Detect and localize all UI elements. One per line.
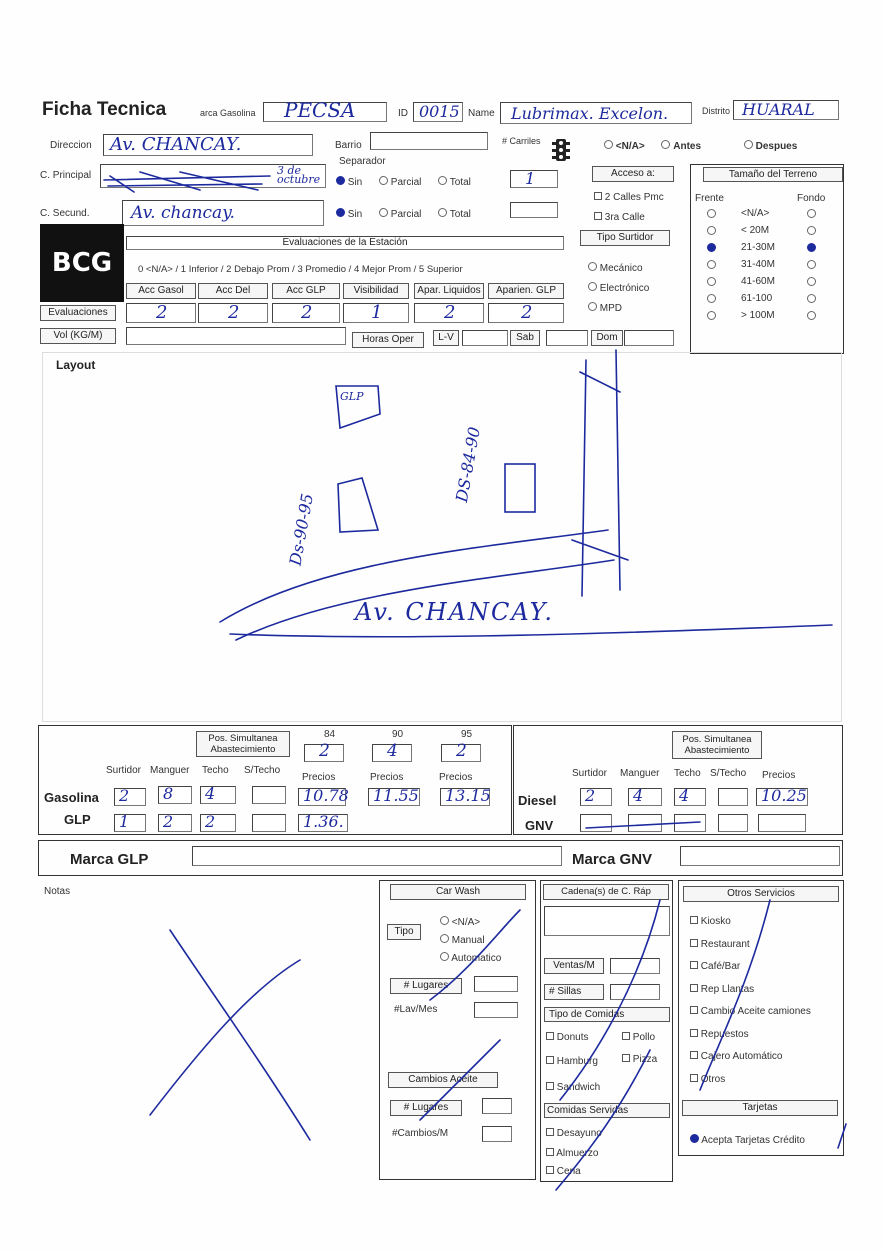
diesel-col-surtidor: Surtidor xyxy=(572,768,608,779)
sillas-field[interactable] xyxy=(610,984,660,1000)
fondo-label: Fondo xyxy=(797,193,826,204)
distrito-field[interactable] xyxy=(733,100,839,120)
col-manguera: Manguer xyxy=(150,765,190,776)
gnv-stecho-field[interactable] xyxy=(718,814,748,832)
hamburg-checkbox[interactable] xyxy=(546,1056,554,1064)
fondo-radio[interactable] xyxy=(807,311,816,320)
tipo-electronico xyxy=(588,282,649,294)
eval-value-field[interactable] xyxy=(272,303,340,323)
sketch-glp: GLP xyxy=(340,390,364,403)
otros-item xyxy=(690,1074,725,1085)
diesel-col-techo: Techo xyxy=(674,768,701,779)
octano-label: 90 xyxy=(392,729,404,740)
glp-techo-value: 2 xyxy=(205,812,216,831)
gnv-techo-field[interactable] xyxy=(674,814,706,832)
mecanico-label: Mecánico xyxy=(599,263,643,274)
pollo-checkbox[interactable] xyxy=(622,1032,630,1040)
glp-precio-value: 1.36. xyxy=(303,812,344,831)
servida-desayuno xyxy=(546,1128,602,1139)
glp-manguera-value: 2 xyxy=(163,812,174,831)
terreno-size-label: 61-100 xyxy=(741,293,773,304)
cw-lugares-button[interactable]: # Lugares xyxy=(390,978,462,994)
diesel-manguera-field[interactable] xyxy=(628,788,662,806)
barrio-label: Barrio xyxy=(335,140,362,151)
cw-lav-mes-label: #Lav/Mes xyxy=(394,1004,438,1015)
otros-title: Otros Servicios xyxy=(683,886,839,902)
diesel-stecho-field[interactable] xyxy=(718,788,748,806)
pizza-checkbox[interactable] xyxy=(622,1054,630,1062)
otros-checkbox[interactable] xyxy=(690,939,698,947)
pollo-label: Pollo xyxy=(632,1032,656,1043)
otros-label: Rep Llantas xyxy=(700,983,755,995)
cw-opt-na xyxy=(440,916,480,928)
eval-value: 2 xyxy=(521,302,533,323)
tarjetas-label: Acepta Tarjetas Crédito xyxy=(701,1135,805,1146)
fondo-radio[interactable] xyxy=(807,260,816,269)
frente-radio[interactable] xyxy=(707,277,716,286)
pos-simultanea-gas: Pos. Simultanea Abastecimiento xyxy=(196,731,290,757)
notas-label: Notas xyxy=(44,886,71,897)
sandwich-checkbox[interactable] xyxy=(546,1082,554,1090)
donuts-label: Donuts xyxy=(556,1032,589,1043)
comidas-servidas-title: Comidas Servidas xyxy=(544,1103,670,1118)
ca-cambios-field[interactable] xyxy=(482,1126,512,1142)
barrio-field[interactable] xyxy=(370,132,488,150)
tipo-mpd xyxy=(588,302,622,314)
frente-radio[interactable] xyxy=(707,226,716,235)
otros-checkbox[interactable] xyxy=(690,1051,698,1059)
sin-radio-1[interactable] xyxy=(336,176,345,185)
comida-pizza xyxy=(622,1054,657,1065)
total-label: Total xyxy=(449,177,471,188)
lv-field[interactable] xyxy=(462,330,508,346)
total-radio-1[interactable] xyxy=(438,176,447,185)
evaluaciones-label: Evaluaciones xyxy=(40,305,116,321)
octano-value: 2 xyxy=(456,741,467,761)
gas-surtidor-field[interactable] xyxy=(114,788,146,806)
gnv-precio-field[interactable] xyxy=(758,814,806,832)
frente-radio[interactable] xyxy=(707,294,716,303)
total-radio-2[interactable] xyxy=(438,208,447,217)
mpd-radio[interactable] xyxy=(588,302,597,311)
servida-almuerzo xyxy=(546,1148,598,1159)
otros-item xyxy=(690,939,750,950)
terreno-size-label: 21-30M xyxy=(741,242,775,253)
otros-item xyxy=(690,961,740,972)
glp-manguera-field[interactable] xyxy=(158,814,192,832)
tarjetas-option xyxy=(690,1134,805,1146)
eval-value: 2 xyxy=(301,302,313,323)
parcial-radio-2[interactable] xyxy=(379,208,388,217)
sin-radio-2[interactable] xyxy=(336,208,345,217)
frente-radio[interactable] xyxy=(707,311,716,320)
otros-label: Restaurant xyxy=(700,938,750,950)
cw-lugares-field[interactable] xyxy=(474,976,518,992)
diesel-col-stecho: S/Techo xyxy=(710,768,747,779)
marca-field[interactable] xyxy=(263,98,387,122)
frente-radio[interactable] xyxy=(707,209,716,218)
dom-field[interactable] xyxy=(624,330,674,346)
c-secund-value: Av. chancay. xyxy=(131,203,235,223)
cena-checkbox[interactable] xyxy=(546,1166,554,1174)
cw-manual-radio[interactable] xyxy=(440,934,449,943)
eval-col-header[interactable]: Acc Del xyxy=(198,283,268,299)
separador-row-2 xyxy=(336,208,471,220)
lv-button[interactable]: L-V xyxy=(433,330,459,346)
octano-label: 95 xyxy=(461,729,473,740)
eval-value-field[interactable] xyxy=(126,303,196,323)
acceso-opt2 xyxy=(594,212,645,223)
otros-item xyxy=(690,1029,749,1040)
otros-checkbox[interactable] xyxy=(690,1006,698,1014)
col-stecho: S/Techo xyxy=(244,765,281,776)
cw-lav-mes-field[interactable] xyxy=(474,1002,518,1018)
terreno-size-label: <N/A> xyxy=(741,208,770,219)
car-wash-title: Car Wash xyxy=(390,884,526,900)
pos-simultanea-diesel: Pos. Simultanea Abastecimiento xyxy=(672,731,762,759)
otros-checkbox[interactable] xyxy=(690,1074,698,1082)
sandwich-label: Sandwich xyxy=(556,1082,601,1093)
gas-surtidor-value: 2 xyxy=(119,786,130,805)
fondo-radio[interactable] xyxy=(807,294,816,303)
gnv-surtidor-field[interactable] xyxy=(580,814,612,832)
gas-techo-field[interactable] xyxy=(200,786,236,804)
timing-row xyxy=(604,140,797,152)
ventas-button[interactable]: Ventas/M xyxy=(544,958,604,974)
gas-precio-84-field[interactable] xyxy=(298,786,349,806)
col-surtidor: Surtidor xyxy=(106,765,142,776)
evaluaciones-scale: 0 <N/A> / 1 Inferior / 2 Debajo Prom / 3 Promedio / 4 Mejor Prom / 5 Superior xyxy=(138,264,463,275)
hamburg-label: Hamburg xyxy=(556,1056,598,1067)
otros-checkbox[interactable] xyxy=(690,916,698,924)
eval-col-header[interactable]: Visibilidad xyxy=(343,283,409,299)
precios-label: Precios xyxy=(370,772,404,783)
bcg-logo: BCG xyxy=(40,224,124,302)
pizza-label: Pizza xyxy=(632,1054,658,1065)
eval-value-field[interactable] xyxy=(343,303,409,323)
terreno-size-label: > 100M xyxy=(741,310,775,321)
comida-sandwich xyxy=(546,1082,600,1093)
dos-calles-checkbox[interactable] xyxy=(594,192,602,200)
octano-field[interactable] xyxy=(372,741,412,762)
c-principal-field[interactable] xyxy=(100,164,326,188)
tipo-surtidor-button[interactable]: Tipo Surtidor xyxy=(580,230,670,246)
diesel-manguera-value: 4 xyxy=(633,786,644,805)
cw-na-radio[interactable] xyxy=(440,916,449,925)
cw-opt-manual xyxy=(440,934,485,946)
tipo-comidas-title: Tipo de Comidas xyxy=(544,1007,670,1022)
direccion-label: Direccion xyxy=(50,140,92,151)
sab-button[interactable]: Sab xyxy=(510,330,540,346)
ca-lugares-button[interactable]: # Lugares xyxy=(390,1100,462,1116)
otros-label: Repuestos xyxy=(700,1028,749,1040)
sketch-street: Av. CHANCAY. xyxy=(355,598,555,626)
gas-precio-84-value: 10.78 xyxy=(303,786,349,805)
c-secund-label: C. Secund. xyxy=(40,208,90,219)
form-title: Ficha Tecnica xyxy=(42,99,167,120)
direccion-value: Av. CHANCAY. xyxy=(110,134,242,155)
octano-field[interactable] xyxy=(441,741,481,762)
fondo-radio[interactable] xyxy=(807,277,816,286)
eval-col-header[interactable]: Apar. Liquidos xyxy=(414,283,484,299)
layout-area xyxy=(42,352,842,722)
marca-label: arca Gasolina xyxy=(200,108,256,118)
otros-item xyxy=(690,1006,811,1017)
dom-button[interactable]: Dom xyxy=(591,330,623,346)
tercera-calle-label: 3ra Calle xyxy=(604,212,645,223)
fondo-radio[interactable] xyxy=(807,243,816,252)
almuerzo-label: Almuerzo xyxy=(556,1148,599,1159)
sab-field[interactable] xyxy=(546,330,588,346)
total-label: Total xyxy=(449,209,471,220)
marca-glp-field[interactable] xyxy=(192,846,562,866)
glp-techo-field[interactable] xyxy=(200,814,236,832)
desayuno-checkbox[interactable] xyxy=(546,1128,554,1136)
traffic-light-icon xyxy=(551,138,571,162)
gas-techo-value: 4 xyxy=(205,784,216,803)
na-radio[interactable] xyxy=(604,140,613,149)
frente-label: Frente xyxy=(695,193,724,204)
parcial-label: Parcial xyxy=(390,209,422,220)
sketch-left: Ds-90-95 xyxy=(285,492,317,567)
separador-row-1 xyxy=(336,176,471,188)
vol-field[interactable] xyxy=(126,327,346,345)
antes-radio[interactable] xyxy=(661,140,670,149)
tercera-calle-checkbox[interactable] xyxy=(594,212,602,220)
terreno-title: Tamaño del Terreno xyxy=(703,167,843,182)
otros-label: Kiosko xyxy=(700,916,731,927)
gnv-manguera-field[interactable] xyxy=(628,814,662,832)
marca-gnv-field[interactable] xyxy=(680,846,840,866)
sin-label: Sin xyxy=(347,177,363,188)
comida-hamburg xyxy=(546,1056,598,1067)
evaluaciones-title: Evaluaciones de la Estación xyxy=(126,236,564,250)
diesel-col-precios: Precios xyxy=(762,770,796,781)
octano-field[interactable] xyxy=(304,741,344,762)
mecanico-radio[interactable] xyxy=(588,262,597,271)
gas-precio-90-field[interactable] xyxy=(368,788,420,806)
acceso-button[interactable]: Acceso a: xyxy=(592,166,674,182)
acceso-opt1 xyxy=(594,192,664,203)
octano-label: 84 xyxy=(324,729,336,740)
eval-value: 2 xyxy=(228,302,240,323)
eval-value: 2 xyxy=(444,302,456,323)
cw-opt-auto xyxy=(440,952,501,964)
mpd-label: MPD xyxy=(599,303,623,314)
otros-checkbox[interactable] xyxy=(690,984,698,992)
cw-manual-label: Manual xyxy=(451,935,485,946)
carriles-field-2[interactable] xyxy=(510,202,558,218)
carriles-field[interactable] xyxy=(510,170,558,188)
id-field[interactable] xyxy=(413,102,463,122)
electronico-radio[interactable] xyxy=(588,282,597,291)
separador-label: Separador xyxy=(339,156,386,167)
diesel-surtidor-field[interactable] xyxy=(580,788,612,806)
otros-item xyxy=(690,984,754,995)
diesel-col-manguera: Manguer xyxy=(620,768,660,779)
distrito-value: HUARAL xyxy=(742,100,815,119)
carriles-label: # Carriles xyxy=(502,136,541,146)
tipo-button[interactable]: Tipo xyxy=(387,924,421,940)
cadena-title: Cadena(s) de C. Ráp xyxy=(543,884,669,900)
vol-label: Vol (KG/M) xyxy=(40,328,116,344)
c-secund-field[interactable] xyxy=(122,200,324,226)
gas-precio-90-value: 11.55 xyxy=(373,786,419,805)
sin-label: Sin xyxy=(347,209,363,220)
desayuno-label: Desayuno xyxy=(556,1128,602,1139)
almuerzo-checkbox[interactable] xyxy=(546,1148,554,1156)
precios-label: Precios xyxy=(302,772,336,783)
terreno-size-label: < 20M xyxy=(741,225,770,236)
terreno-size-label: 31-40M xyxy=(741,259,775,270)
otros-label: Cambio Aceite camiones xyxy=(700,1006,811,1017)
direccion-field[interactable] xyxy=(103,134,313,156)
ca-lugares-field[interactable] xyxy=(482,1098,512,1114)
frente-radio[interactable] xyxy=(707,260,716,269)
distrito-label: Distrito xyxy=(702,106,731,116)
frente-radio[interactable] xyxy=(707,243,716,252)
name-value: Lubrimax. Excelon. xyxy=(511,104,669,123)
otros-checkbox[interactable] xyxy=(690,961,698,969)
ca-cambios-label: #Cambios/M xyxy=(392,1128,449,1139)
dos-calles-label: 2 Calles Pmc xyxy=(604,192,664,203)
glp-precio-field[interactable] xyxy=(298,814,348,832)
parcial-radio-1[interactable] xyxy=(379,176,388,185)
sketch-right: DS-84-90 xyxy=(452,425,484,504)
glp-stecho-field[interactable] xyxy=(252,814,286,832)
otros-item xyxy=(690,1051,783,1062)
eval-value: 2 xyxy=(156,302,168,323)
parcial-label: Parcial xyxy=(390,177,422,188)
id-label: ID xyxy=(398,108,408,119)
comida-pollo xyxy=(622,1032,655,1043)
diesel-surtidor-value: 2 xyxy=(585,786,596,805)
sillas-button[interactable]: # Sillas xyxy=(544,984,604,1000)
glp-surtidor-field[interactable] xyxy=(114,814,146,832)
name-field[interactable] xyxy=(500,102,692,124)
tarjetas-radio[interactable] xyxy=(690,1134,699,1143)
gnv-label: GNV xyxy=(525,818,554,833)
gas-manguera-field[interactable] xyxy=(158,786,192,804)
gas-precio-95-field[interactable] xyxy=(440,788,490,806)
marca-gnv-label: Marca GNV xyxy=(572,851,653,868)
c-principal-note: 3 de octubre xyxy=(277,164,321,186)
fondo-radio[interactable] xyxy=(807,209,816,218)
cambios-aceite-title: Cambios Aceite xyxy=(388,1072,498,1088)
tarjetas-title: Tarjetas xyxy=(682,1100,838,1116)
glp-surtidor-value: 1 xyxy=(119,812,130,831)
eval-value-field[interactable] xyxy=(414,303,484,323)
donuts-checkbox[interactable] xyxy=(546,1032,554,1040)
name-label: Name xyxy=(468,108,495,119)
diesel-label: Diesel xyxy=(518,793,557,808)
diesel-precio-field[interactable] xyxy=(756,788,808,806)
eval-value: 1 xyxy=(371,302,383,323)
gas-precio-95-value: 13.15 xyxy=(445,786,491,805)
otros-label: Cajero Automático xyxy=(700,1051,783,1062)
antes-label: Antes xyxy=(673,141,702,152)
comida-donuts xyxy=(546,1032,588,1043)
terreno-size-label: 41-60M xyxy=(741,276,775,287)
despues-label: Despues xyxy=(755,141,798,152)
eval-col-header[interactable]: Acc GLP xyxy=(272,283,340,299)
ventas-field[interactable] xyxy=(610,958,660,974)
gasolina-label: Gasolina xyxy=(44,790,99,805)
otros-item xyxy=(690,916,731,927)
glp-label: GLP xyxy=(64,812,91,827)
precios-label: Precios xyxy=(439,772,473,783)
otros-label: Otros xyxy=(700,1073,726,1085)
diesel-techo-value: 4 xyxy=(679,786,690,805)
marca-glp-label: Marca GLP xyxy=(70,851,149,868)
carriles-value: 1 xyxy=(525,169,536,188)
otros-label: Café/Bar xyxy=(700,961,741,972)
gas-manguera-value: 8 xyxy=(163,784,174,803)
cw-auto-radio[interactable] xyxy=(440,952,449,961)
c-principal-label: C. Principal xyxy=(40,170,92,181)
na-label: <N/A> xyxy=(615,141,645,152)
eval-value-field[interactable] xyxy=(198,303,268,323)
fondo-radio[interactable] xyxy=(807,226,816,235)
cena-label: Cena xyxy=(556,1166,581,1177)
diesel-precio-value: 10.25 xyxy=(761,786,807,805)
electronico-label: Electrónico xyxy=(599,283,650,294)
diesel-techo-field[interactable] xyxy=(674,788,706,806)
tipo-mecanico xyxy=(588,262,643,274)
cadena-field[interactable] xyxy=(544,906,670,936)
octano-value: 2 xyxy=(319,741,330,761)
cw-auto-label: Automatico xyxy=(451,953,502,964)
eval-value-field[interactable] xyxy=(488,303,564,323)
col-techo: Techo xyxy=(202,765,229,776)
terreno-panel xyxy=(690,164,844,354)
horas-oper-button[interactable]: Horas Oper xyxy=(352,332,424,348)
octano-value: 4 xyxy=(387,741,398,761)
servida-cena xyxy=(546,1166,581,1177)
cw-na-label: <N/A> xyxy=(451,917,481,928)
layout-label: Layout xyxy=(56,358,96,372)
eval-col-header[interactable]: Acc Gasol xyxy=(126,283,196,299)
despues-radio[interactable] xyxy=(744,140,753,149)
id-value: 0015 xyxy=(419,102,460,121)
gas-stecho-field[interactable] xyxy=(252,786,286,804)
otros-checkbox[interactable] xyxy=(690,1029,698,1037)
eval-col-header[interactable]: Aparien. GLP xyxy=(488,283,564,299)
marca-value: PECSA xyxy=(284,98,356,122)
